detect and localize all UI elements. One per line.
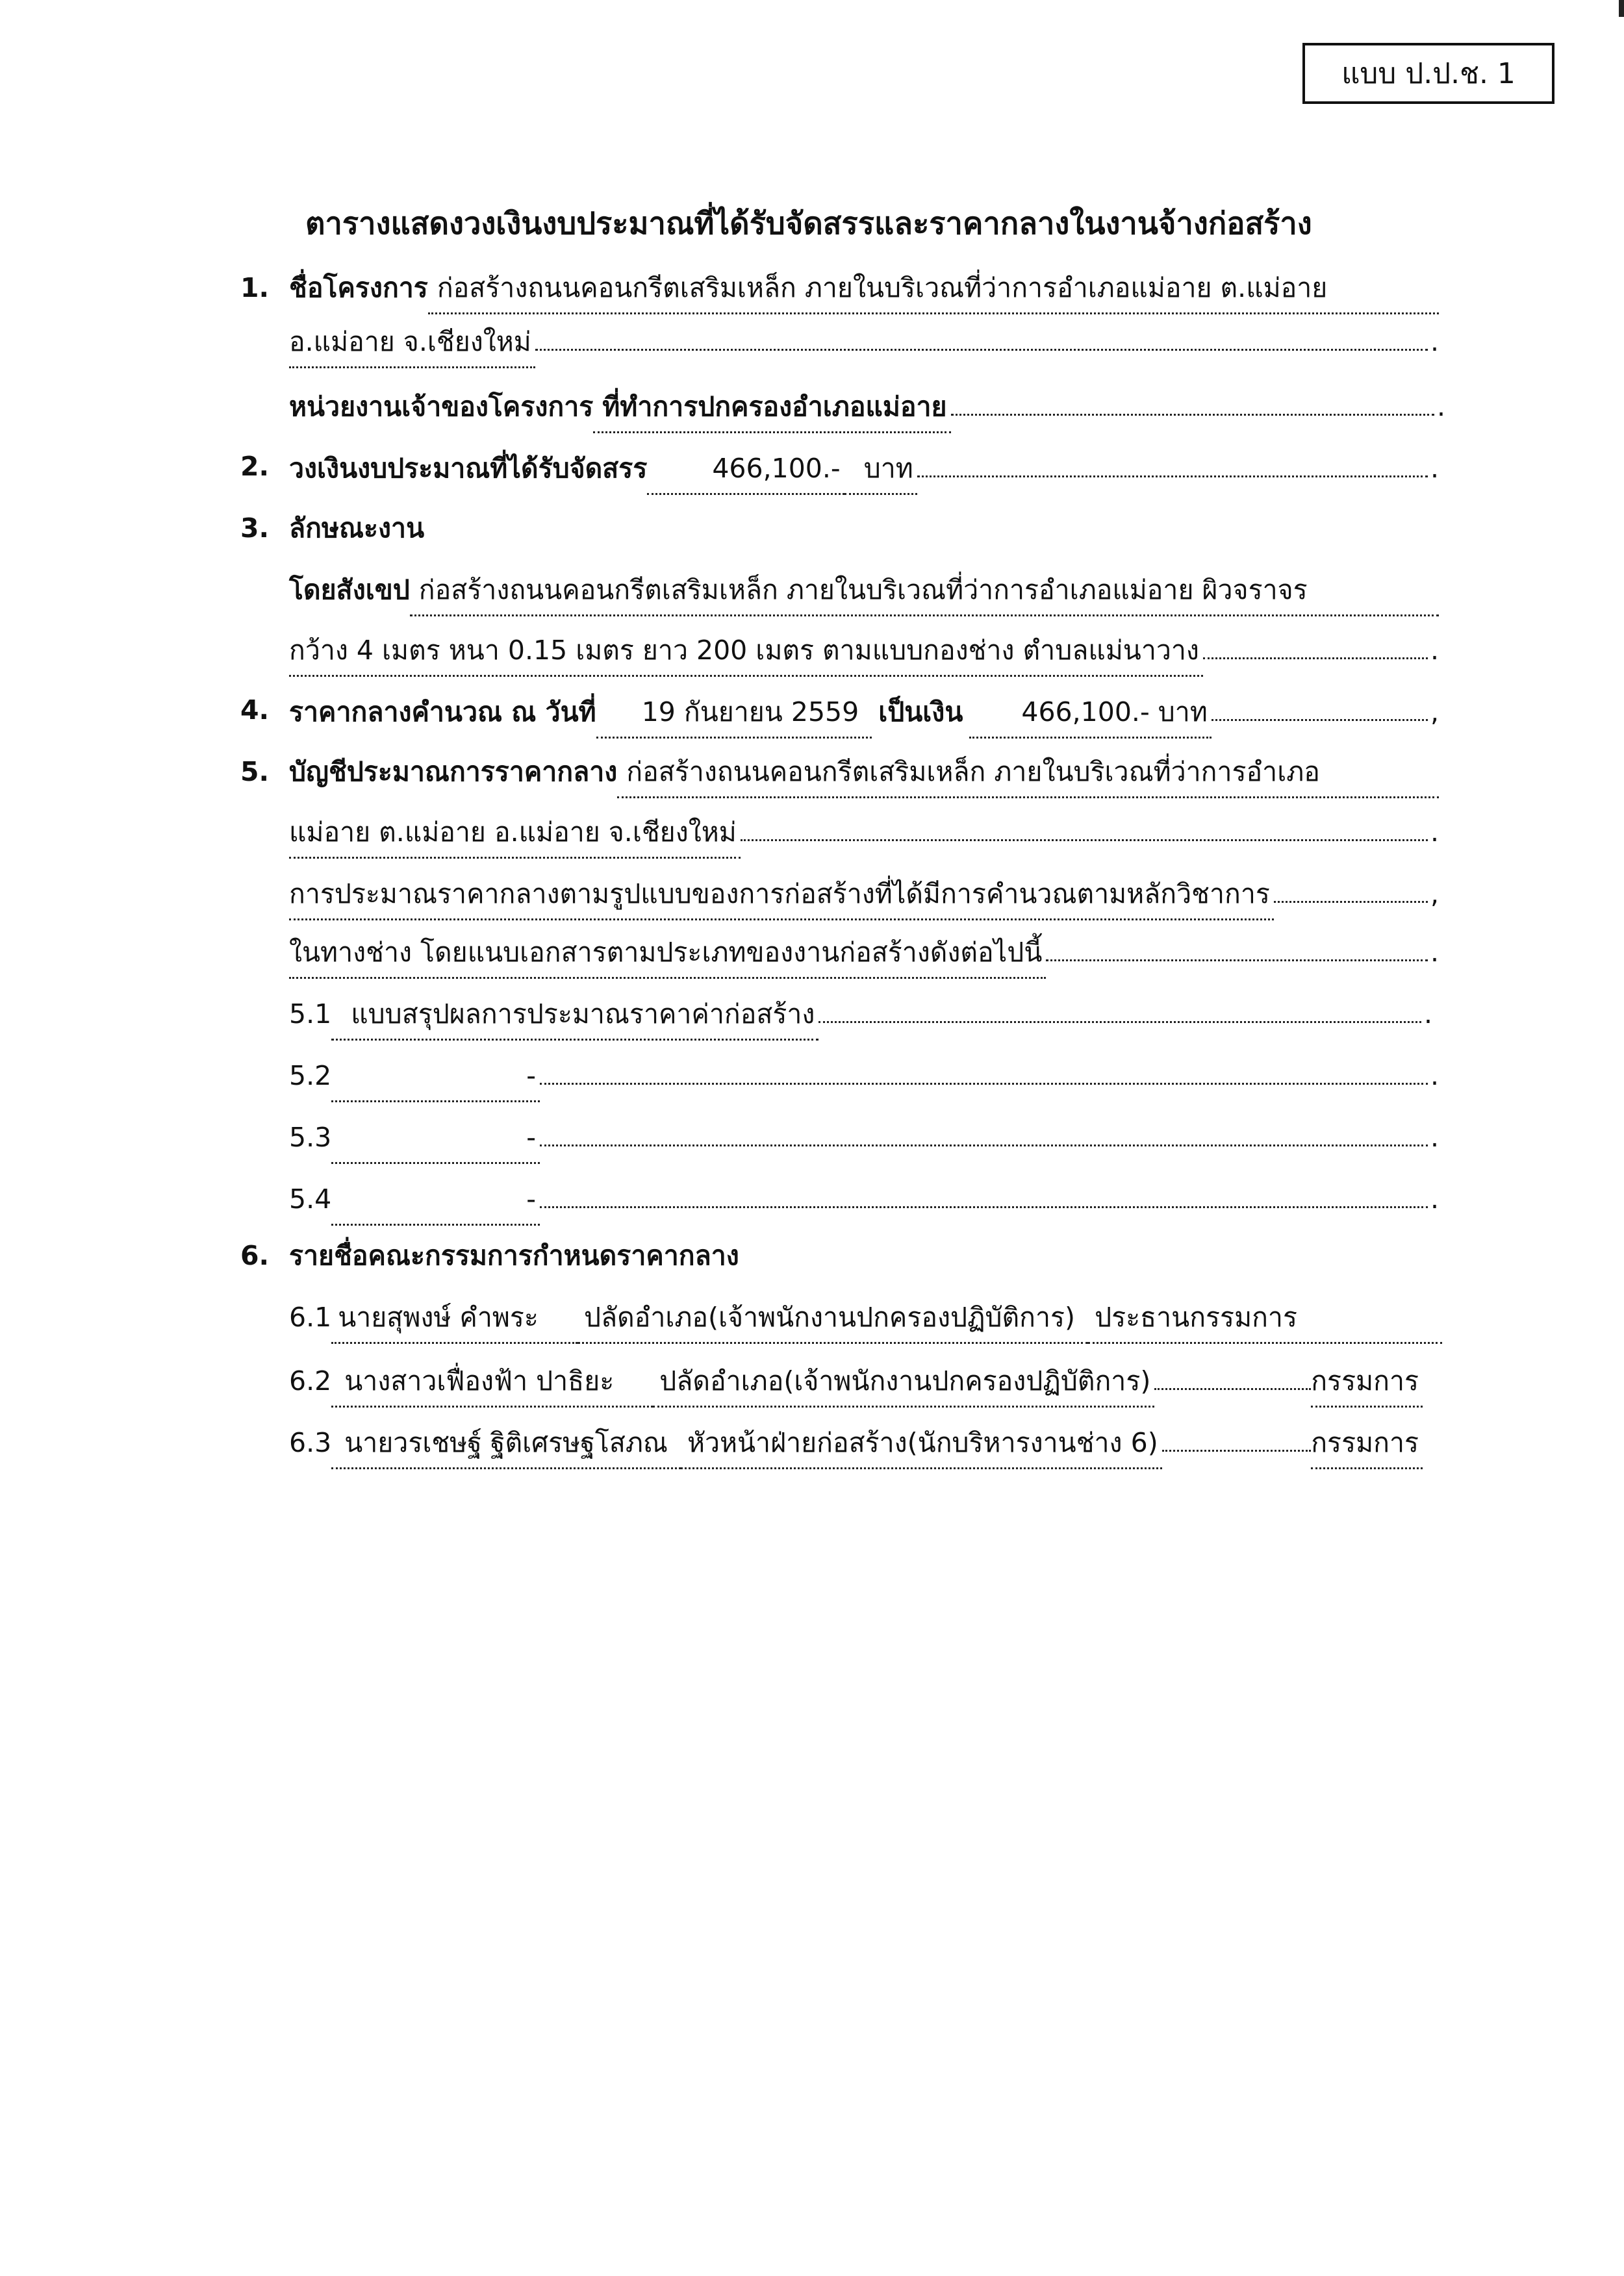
section-1-row	[240, 263, 1439, 312]
attachment-item-3: 5.3 - .	[289, 1111, 1439, 1160]
median-price-date-label: ราคากลางคำนวณ ณ วันที่	[289, 696, 596, 727]
section-6-row	[240, 1231, 1439, 1280]
summary-value-1: ก่อสร้างถนนคอนกรีตเสริมเหล็ก ภายในบริเวณที่ว่าการอำเภอแม่อาย ผิวจราจร	[410, 565, 1439, 616]
median-price-amount-label: เป็นเงิน	[878, 696, 963, 727]
dotted-fill	[1162, 1416, 1312, 1452]
attachment-text: -	[331, 1051, 540, 1102]
member-position: หัวหน้าฝ่ายก่อสร้าง(นักบริหารงานช่าง 6)	[681, 1418, 1162, 1469]
dotted-fill	[818, 987, 1421, 1023]
section-3-number: 3.	[240, 512, 270, 544]
work-nature-label: ลักษณะงาน	[289, 512, 425, 544]
attachment-number: 5.1	[289, 998, 332, 1030]
budget-unit: บาท	[844, 444, 917, 495]
dotted-fill	[535, 315, 1428, 351]
member-role: กรรมการ	[1311, 1356, 1423, 1408]
estimate-row-3: การประมาณราคากลางตามรูปแบบของการก่อสร้างที่ได้มีการคำนวณตามหลักวิชาการ ,	[289, 867, 1439, 917]
member-number: 6.2	[289, 1365, 332, 1397]
estimate-row-2: แม่อาย ต.แม่อาย อ.แม่อาย จ.เชียงใหม่ .	[289, 805, 1439, 855]
committee-label: รายชื่อคณะกรรมการกำหนดราคากลาง	[289, 1240, 739, 1271]
section-4-row: 4. ราคากลางคำนวณ ณ วันที่ 19 กันยายน 2559 เป็นเงิน 466,100.- บาท ,	[240, 685, 1439, 735]
attachment-text: -	[331, 1113, 540, 1164]
dotted-fill	[1046, 926, 1428, 961]
dotted-fill	[741, 805, 1428, 841]
member-position: ปลัดอำเภอ(เจ้าพนักงานปกครองปฏิบัติการ)	[653, 1356, 1154, 1408]
dotted-fill	[1274, 867, 1428, 903]
agency-label: หน่วยงานเจ้าของโครงการ	[289, 391, 594, 422]
attachment-number: 5.4	[289, 1183, 332, 1215]
project-name-label: ชื่อโครงการ	[289, 272, 428, 303]
attachment-item-4: 5.4 - .	[289, 1172, 1439, 1222]
dotted-fill	[1154, 1354, 1311, 1390]
summary-value-2: กว้าง 4 เมตร หนา 0.15 เมตร ยาว 200 เมตร ตามแบบกองช่าง ตำบลแม่นาวาง	[289, 626, 1203, 677]
committee-member-1	[289, 1293, 1442, 1342]
member-position: ปลัดอำเภอ(เจ้าพนักงานปกครองปฏิบัติการ)	[577, 1293, 1088, 1344]
document-title: ตารางแสดงวงเงินงบประมาณที่ได้รับจัดสรรและราคากลางในงานจ้างก่อสร้าง	[305, 206, 1312, 242]
estimate-value-2: แม่อาย ต.แม่อาย อ.แม่อาย จ.เชียงใหม่	[289, 807, 741, 859]
agency-row: หน่วยงานเจ้าของโครงการ ที่ทำการปกครองอำเภอแม่อาย .	[289, 380, 1445, 429]
member-name: นายวรเชษฐ์ ฐิติเศรษฐโสภณ	[331, 1418, 681, 1469]
member-role: กรรมการ	[1311, 1418, 1423, 1469]
agency-value: ที่ทำการปกครองอำเภอแม่อาย	[593, 382, 950, 433]
attachment-number: 5.3	[289, 1122, 332, 1153]
budget-label: วงเงินงบประมาณที่ได้รับจัดสรร	[289, 453, 648, 484]
attachment-text: แบบสรุปผลการประมาณราคาค่าก่อสร้าง	[331, 989, 818, 1041]
form-code-box	[1302, 43, 1554, 104]
estimate-value-1: ก่อสร้างถนนคอนกรีตเสริมเหล็ก ภายในบริเวณที่ว่าการอำเภอ	[617, 747, 1439, 798]
summary-label: โดยสังเขป	[289, 574, 410, 605]
section-4-number: 4.	[240, 694, 270, 726]
scan-edge-mark	[1619, 0, 1624, 17]
dotted-fill	[951, 380, 1434, 416]
dotted-fill	[917, 442, 1428, 477]
estimate-value-3: การประมาณราคากลางตามรูปแบบของการก่อสร้างที่ได้มีการคำนวณตามหลักวิชาการ	[289, 869, 1274, 920]
committee-member-3	[289, 1416, 1423, 1465]
dotted-fill	[540, 1049, 1428, 1085]
section-5-row	[240, 747, 1439, 796]
median-price-amount: 466,100.- บาท	[969, 687, 1211, 739]
attachment-item-1: 5.1 แบบสรุปผลการประมาณราคาค่าก่อสร้าง .	[289, 987, 1432, 1037]
project-name-line-2: อ.แม่อาย จ.เชียงใหม่ .	[289, 315, 1439, 364]
member-name: นางสาวเฟื่องฟ้า ปาธิยะ	[331, 1356, 653, 1408]
member-name: นายสุพงษ์ คำพระ	[331, 1293, 577, 1344]
project-name-value: ก่อสร้างถนนคอนกรีตเสริมเหล็ก ภายในบริเวณที่ว่าการอำเภอแม่อาย ต.แม่อาย	[428, 263, 1439, 314]
section-2-row: 2. วงเงินงบประมาณที่ได้รับจัดสรร 466,100.- บาท .	[240, 442, 1439, 491]
section-5-number: 5.	[240, 756, 270, 787]
attachment-number: 5.2	[289, 1060, 332, 1091]
attachment-item-2: 5.2 - .	[289, 1049, 1439, 1098]
estimate-value-4: ในทางช่าง โดยแนบเอกสารตามประเภทของงานก่อสร้างดังต่อไปนี้	[289, 928, 1046, 979]
dotted-fill	[1212, 685, 1428, 721]
section-2-number: 2.	[240, 451, 270, 482]
attachment-text: -	[331, 1174, 540, 1226]
summary-row-2: กว้าง 4 เมตร หนา 0.15 เมตร ยาว 200 เมตร ตามแบบกองช่าง ตำบลแม่นาวาง .	[289, 624, 1439, 673]
form-code: แบบ ป.ป.ช. 1	[1341, 57, 1516, 90]
dotted-fill	[1203, 624, 1428, 659]
median-price-date: 19 กันยายน 2559	[596, 687, 872, 739]
section-1-number: 1.	[240, 272, 270, 303]
section-6-number: 6.	[240, 1240, 270, 1271]
project-name-value-2: อ.แม่อาย จ.เชียงใหม่	[289, 317, 535, 368]
estimate-label: บัญชีประมาณการราคากลาง	[289, 756, 618, 787]
dotted-fill	[540, 1111, 1428, 1146]
summary-row-1	[289, 565, 1439, 614]
committee-member-2	[289, 1354, 1423, 1404]
member-number: 6.3	[289, 1427, 332, 1458]
member-role: ประธานกรรมการ	[1088, 1293, 1442, 1344]
budget-amount: 466,100.-	[647, 444, 844, 495]
dotted-fill	[540, 1172, 1428, 1208]
estimate-row-4: ในทางช่าง โดยแนบเอกสารตามประเภทของงานก่อสร้างดังต่อไปนี้ .	[289, 926, 1439, 975]
section-3-row	[240, 503, 1439, 553]
member-number: 6.1	[289, 1302, 332, 1333]
